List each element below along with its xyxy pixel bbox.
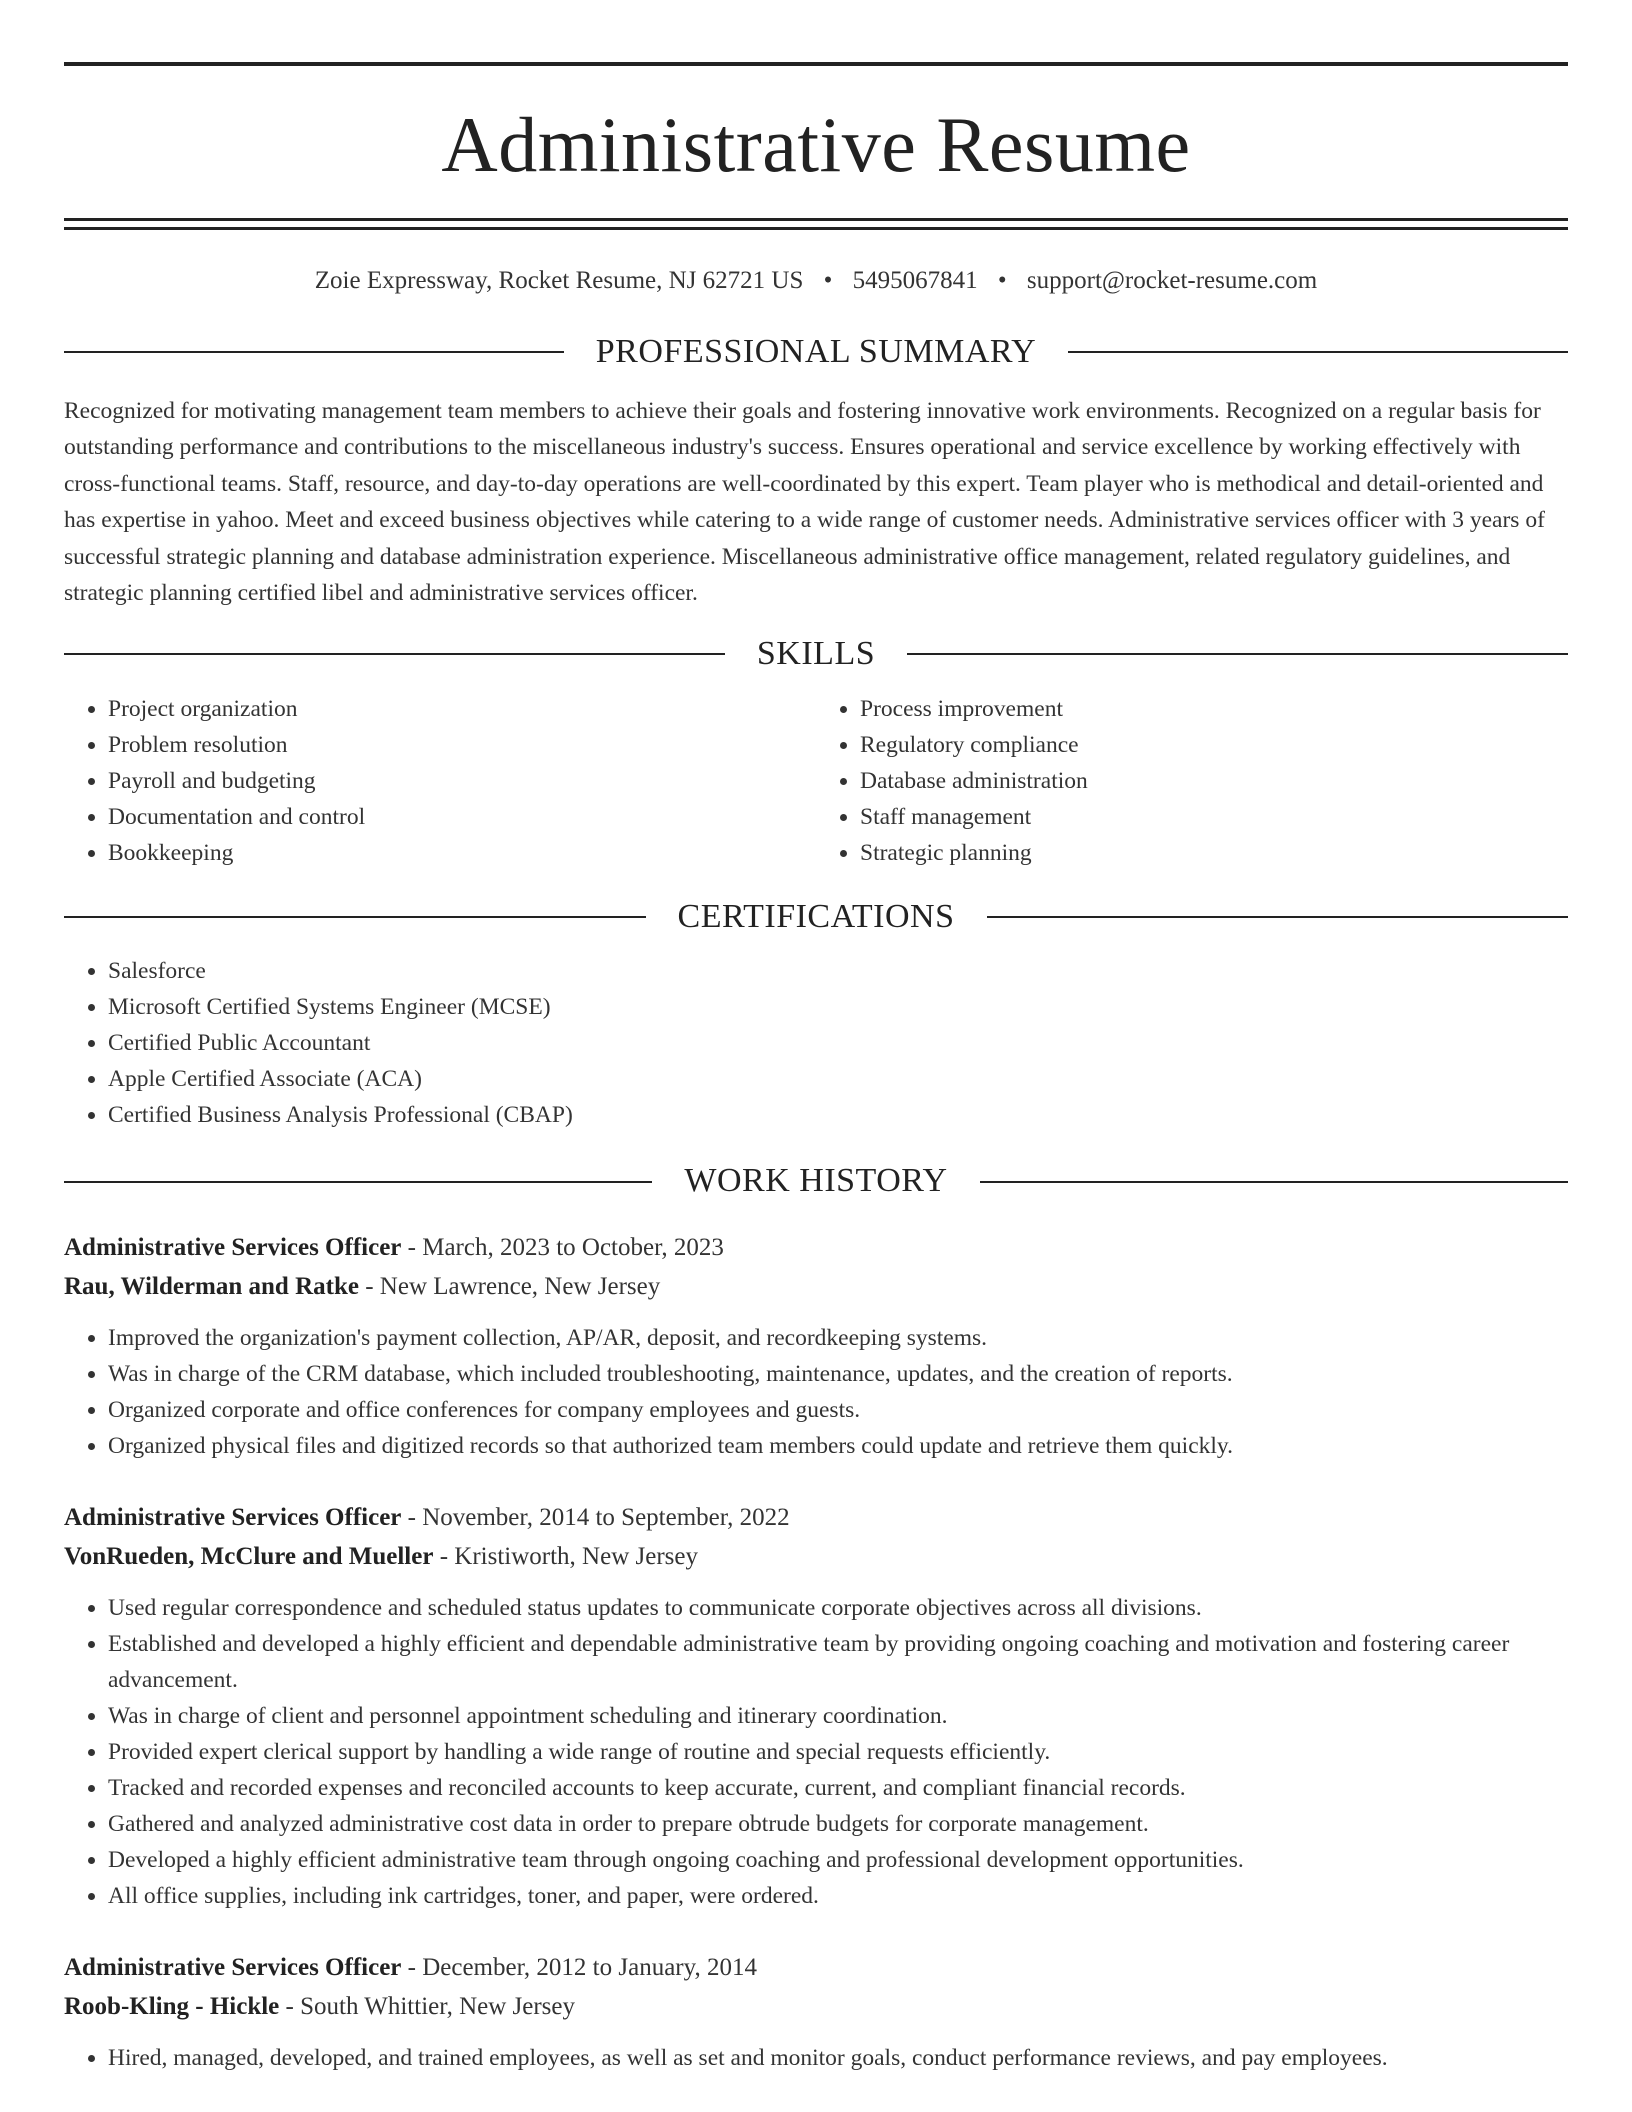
job-company: Rau, Wilderman and Ratke xyxy=(64,1273,359,1301)
certification-item: • Apple Certified Associate (ACA) xyxy=(108,1061,1568,1097)
job-location: - New Lawrence, New Jersey xyxy=(358,1273,661,1301)
job-title-line xyxy=(64,1228,1568,1267)
certification-item: • Certified Public Accountant xyxy=(108,1025,1568,1061)
skill-item: • Regulatory compliance xyxy=(860,727,1568,763)
heading-rule-left xyxy=(64,351,564,353)
job-bullet: • Hired, managed, developed, and trained employees, as well as set and monitor goals, conduct performance reviews, and pay employees. xyxy=(108,2040,1568,2076)
job-bullets xyxy=(64,1590,1568,1914)
job-entry xyxy=(64,1948,1568,2076)
job-location: - South Whittier, New Jersey xyxy=(279,1993,575,2021)
section-heading-work-history xyxy=(64,1161,1568,1202)
heading-rule-right xyxy=(1068,351,1568,353)
work-history-heading: WORK HISTORY xyxy=(684,1162,948,1200)
skill-item: • Payroll and budgeting xyxy=(108,763,816,799)
heading-rule-right xyxy=(980,1181,1568,1183)
skill-item: • Problem resolution xyxy=(108,727,816,763)
heading-rule-right xyxy=(987,916,1569,918)
contact-email: support@rocket-resume.com xyxy=(1026,267,1318,294)
skill-item: • Process improvement xyxy=(860,691,1568,727)
skill-item: • Strategic planning xyxy=(860,835,1568,871)
skills-list-left xyxy=(64,691,816,871)
job-bullets xyxy=(64,2040,1568,2076)
job-location: - Kristiworth, New Jersey xyxy=(433,1543,698,1571)
skill-item: • Project organization xyxy=(108,691,816,727)
job-bullet: • Established and developed a highly efficient and dependable administrative team by providing ongoing coaching and motivation and fostering career advancement. xyxy=(108,1626,1568,1698)
job-dates: - December, 2012 to January, 2014 xyxy=(401,1954,757,1982)
job-bullet: • Improved the organization's payment collection, AP/AR, deposit, and recordkeeping systems. xyxy=(108,1320,1568,1356)
job-title: Administrative Services Officer xyxy=(64,1504,402,1532)
certification-item: • Microsoft Certified Systems Engineer (MCSE) xyxy=(108,989,1568,1025)
certification-item: • Salesforce xyxy=(108,953,1568,989)
summary-heading: PROFESSIONAL SUMMARY xyxy=(595,333,1037,370)
job-title-line xyxy=(64,1948,1568,1987)
job-bullets xyxy=(64,1320,1568,1464)
skill-item: • Bookkeeping xyxy=(108,835,816,871)
skills-heading: SKILLS xyxy=(756,634,876,672)
job-entry xyxy=(64,1498,1568,1914)
job-company-line xyxy=(64,1987,1568,2026)
job-title-line xyxy=(64,1498,1568,1537)
job-company-line xyxy=(64,1537,1568,1576)
skills-list-right xyxy=(816,691,1568,871)
contact-phone: 5495067841 xyxy=(852,267,978,294)
job-company: VonRueden, McClure and Mueller xyxy=(64,1543,434,1571)
certifications-heading: CERTIFICATIONS xyxy=(677,897,955,935)
skills-grid xyxy=(64,675,1568,871)
heading-rule-left xyxy=(64,1181,652,1183)
job-bullet: • Used regular correspondence and scheduled status updates to communicate corporate objectives across all divisions. xyxy=(108,1590,1568,1626)
job-bullet: • Was in charge of client and personnel appointment scheduling and itinerary coordination. xyxy=(108,1698,1568,1734)
job-company: Roob-Kling - Hickle xyxy=(64,1993,280,2021)
section-heading-certifications xyxy=(64,897,1568,938)
contact-separator: • xyxy=(997,267,1007,294)
job-company-line xyxy=(64,1267,1568,1306)
heading-rule-left xyxy=(64,653,725,655)
job-bullet: • Developed a highly efficient administrative team through ongoing coaching and professional development opportunities. xyxy=(108,1842,1568,1878)
heading-rule-right xyxy=(907,653,1568,655)
job-bullet: • Tracked and recorded expenses and reconciled accounts to keep accurate, current, and compliant financial records. xyxy=(108,1770,1568,1806)
skill-item: • Documentation and control xyxy=(108,799,816,835)
job-bullet: • Provided expert clerical support by handling a wide range of routine and special requests efficiently. xyxy=(108,1734,1568,1770)
skill-item: • Database administration xyxy=(860,763,1568,799)
job-title: Administrative Services Officer xyxy=(64,1234,402,1262)
job-bullet: • Was in charge of the CRM database, which included troubleshooting, maintenance, updates, and the creation of reports. xyxy=(108,1356,1568,1392)
certifications-list xyxy=(64,953,1568,1133)
job-bullet: • All office supplies, including ink cartridges, toner, and paper, were ordered. xyxy=(108,1878,1568,1914)
job-bullet: • Organized corporate and office conferences for company employees and guests. xyxy=(108,1392,1568,1428)
skill-item: • Staff management xyxy=(860,799,1568,835)
heading-rule-left xyxy=(64,916,646,918)
contact-address: Zoie Expressway, Rocket Resume, NJ 62721 US xyxy=(314,267,804,294)
top-rule xyxy=(64,62,1568,66)
certification-item: • Certified Business Analysis Professional (CBAP) xyxy=(108,1097,1568,1133)
job-bullet: • Gathered and analyzed administrative cost data in order to prepare obtrude budgets for corporate management. xyxy=(108,1806,1568,1842)
contact-line xyxy=(64,266,1568,296)
resume-page xyxy=(64,0,1568,2076)
section-heading-summary xyxy=(64,332,1568,373)
summary-text: Recognized for motivating management team members to achieve their goals and fostering innovative work environments. Recognized on a regular basis for outstanding performance and contributions to the miscellaneous industry's success. Ensures operational and service excellence by working effectively with cross-functional teams. Staff, resource, and day-to-day operations are well-coordinated by this expert. Team player who is methodical and detail-oriented and has expertise in yahoo. Meet and exceed business objectives while catering to a wide range of customer needs. Administrative services officer with 3 years of successful strategic planning and database administration experience. Miscellaneous administrative office management, related regulatory guidelines, and strategic planning certified libel and administrative services officer. xyxy=(64,397,1545,607)
page-title: Administrative Resume xyxy=(441,101,1191,188)
job-dates: - March, 2023 to October, 2023 xyxy=(401,1234,724,1262)
job-title: Administrative Services Officer xyxy=(64,1954,402,1982)
job-bullet: • Organized physical files and digitized records so that authorized team members could update and retrieve them quickly. xyxy=(108,1428,1568,1464)
job-entry xyxy=(64,1228,1568,1464)
title-double-rule xyxy=(64,218,1568,230)
section-heading-skills xyxy=(64,634,1568,675)
job-dates: - November, 2014 to September, 2022 xyxy=(401,1504,790,1532)
contact-separator: • xyxy=(823,267,833,294)
